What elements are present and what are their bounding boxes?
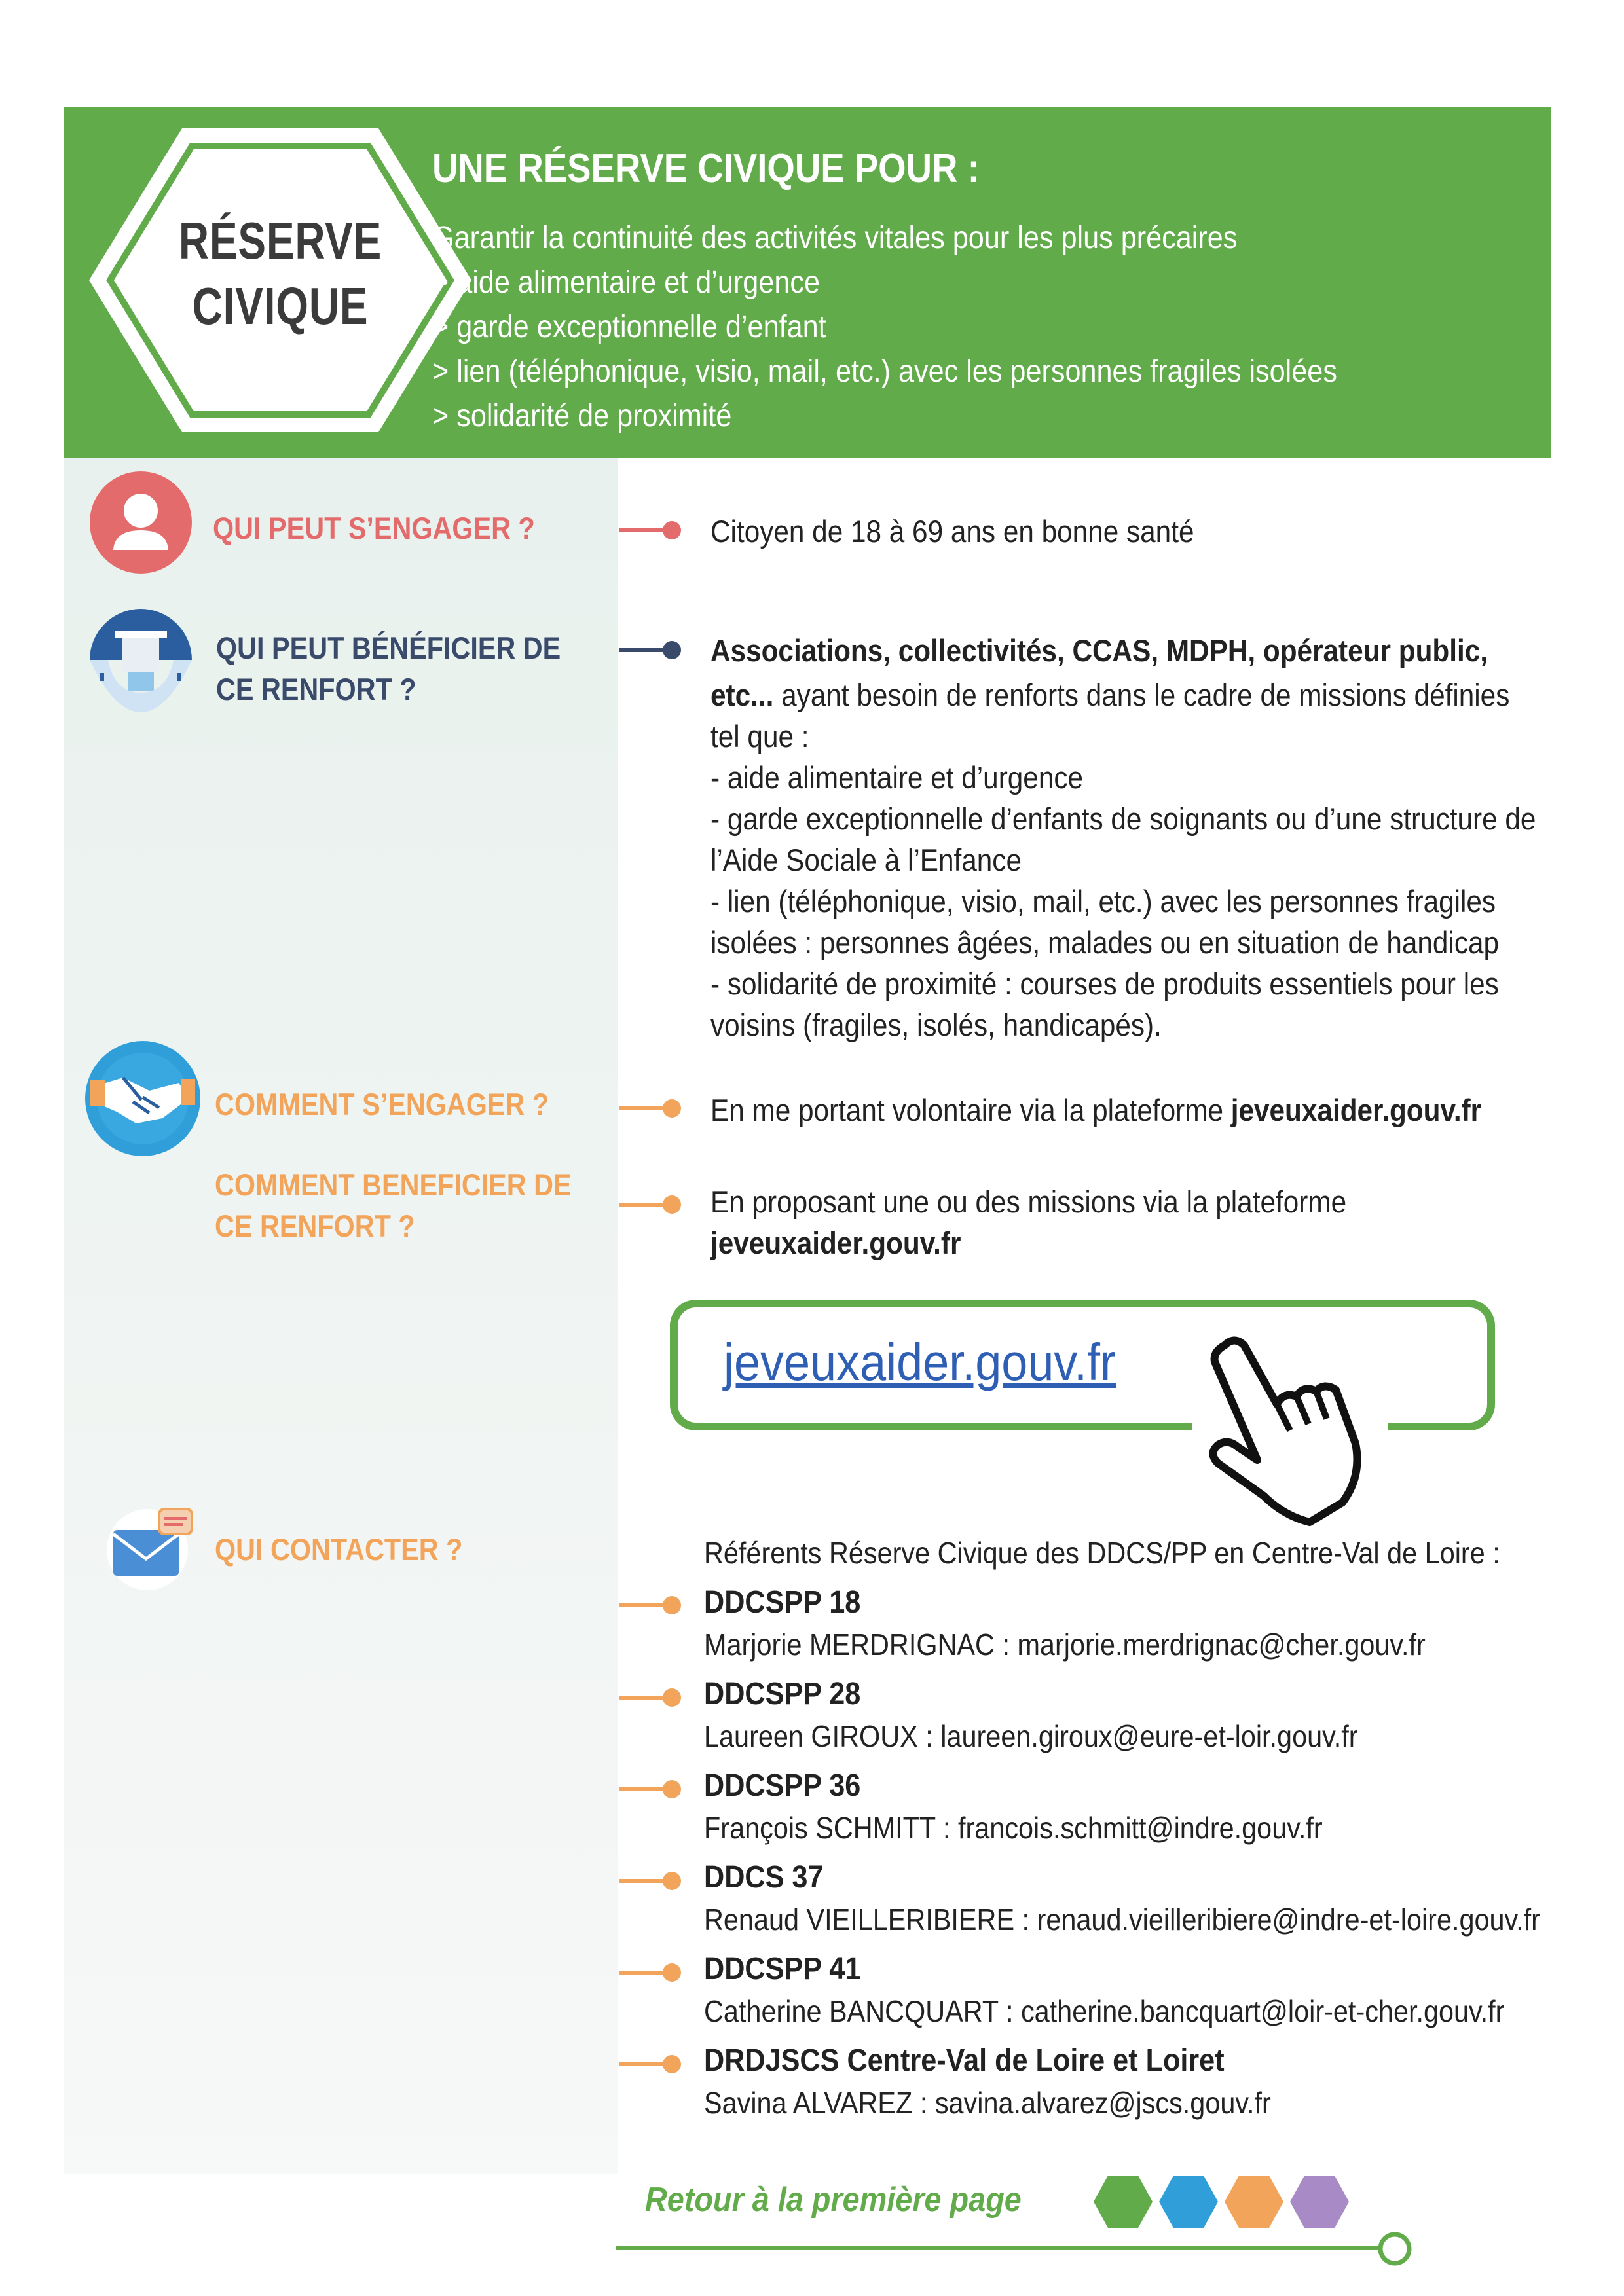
q2-answer-line1	[710, 630, 1488, 671]
q2-answer-line: l’Aide Sociale à l’Enfance	[710, 843, 1022, 877]
contact-person: Savina ALVAREZ : savina.alvarez@jscs.gouv.fr	[704, 2086, 1271, 2120]
q4-dot	[663, 1195, 681, 1214]
left-panel	[64, 458, 618, 2174]
q2-answer-line: - lien (téléphonique, visio, mail, etc.) avec les personnes fragiles	[710, 884, 1496, 919]
banner-line: > lien (téléphonique, visio, mail, etc.) avec les personnes fragiles isolées	[432, 354, 1337, 389]
banner-line: Garantir la continuité des activités vitales pour les plus précaires	[432, 221, 1238, 255]
envelope-icon	[101, 1496, 200, 1594]
big-link[interactable]: jeveuxaider.gouv.fr	[724, 1333, 1116, 1391]
contact-person: Renaud VIEILLERIBIERE : renaud.vieilleribiere@indre-et-loire.gouv.fr	[704, 1903, 1540, 1937]
q1-answer: Citoyen de 18 à 69 ans en bonne santé	[710, 514, 1194, 549]
contact-person: Laureen GIROUX : laureen.giroux@eure-et-loir.gouv.fr	[704, 1719, 1358, 1753]
contact-dot	[663, 2055, 681, 2073]
back-to-first-page-link[interactable]: Retour à la première page	[645, 2181, 1022, 2219]
contact-dot	[663, 1963, 681, 1982]
contact-dot	[663, 1780, 681, 1798]
q2-answer-line: - garde exceptionnelle d’enfants de soignants ou d’une structure de	[710, 801, 1536, 836]
banner-title: UNE RÉSERVE CIVIQUE POUR :	[432, 146, 980, 191]
building-icon	[88, 608, 193, 712]
q2-label-line1: QUI PEUT BÉNÉFICIER DE	[216, 630, 561, 665]
banner-line: > solidarité de proximité	[432, 399, 732, 433]
logo-text-line1: RÉSERVE	[178, 211, 382, 270]
q2-answer-bold: Associations, collectivités, CCAS, MDPH, opérateur public,	[710, 633, 1488, 668]
contact-org: DDCSPP 41	[704, 1952, 861, 1986]
contacts-intro: Référents Réserve Civique des DDCS/PP en Centre-Val de Loire :	[704, 1536, 1500, 1570]
contact-org: DDCSPP 28	[704, 1677, 861, 1711]
banner-line: > aide alimentaire et d’urgence	[432, 265, 820, 300]
q2-answer-line2	[710, 674, 1509, 716]
contact-org: DDCSPP 36	[704, 1768, 861, 1803]
q4-answer-line1: En proposant une ou des missions via la plateforme	[710, 1184, 1347, 1219]
contact-org: DDCSPP 18	[704, 1585, 861, 1620]
q4-label-line2: CE RENFORT ?	[215, 1209, 415, 1243]
q3-answer	[710, 1089, 1481, 1131]
contact-dot	[663, 1688, 681, 1707]
q3-answer-prefix: En me portant volontaire via la plateforme	[710, 1093, 1231, 1127]
q4-answer-link[interactable]: jeveuxaider.gouv.fr	[710, 1226, 961, 1260]
q5-label: QUI CONTACTER ?	[215, 1532, 463, 1567]
q4-label-line1: COMMENT BENEFICIER DE	[215, 1167, 572, 1202]
q2-answer-line: tel que :	[710, 719, 809, 754]
q2-answer-rest: ayant besoin de renforts dans le cadre de missions définies	[773, 678, 1510, 712]
q2-answer-line: isolées : personnes âgées, malades ou en situation de handicap	[710, 925, 1500, 960]
footer-line	[616, 2246, 1388, 2250]
q2-answer-line: - solidarité de proximité : courses de produits essentiels pour les	[710, 966, 1499, 1001]
hexagons-decoration-icon	[1094, 2172, 1356, 2231]
q2-answer-line: - aide alimentaire et d’urgence	[710, 760, 1084, 795]
contact-dot	[663, 1596, 681, 1614]
contact-org: DDCS 37	[704, 1860, 824, 1895]
banner-list	[432, 216, 1337, 439]
pointing-hand-icon	[1198, 1332, 1382, 1529]
q1-dot	[663, 521, 681, 539]
q3-dot	[663, 1099, 681, 1118]
contact-person: François SCHMITT : francois.schmitt@indre.gouv.fr	[704, 1811, 1323, 1845]
person-icon	[88, 470, 193, 575]
contact-dot	[663, 1872, 681, 1890]
banner-line: > garde exceptionnelle d’enfant	[432, 310, 826, 344]
q2-label-line2: CE RENFORT ?	[216, 672, 416, 706]
q1-label: QUI PEUT S’ENGAGER ?	[213, 511, 535, 545]
q2-dot	[663, 641, 681, 659]
q2-answer-bold2: etc...	[710, 678, 774, 712]
handshake-icon	[84, 1040, 202, 1157]
logo-text-line2: CIVIQUE	[192, 277, 369, 335]
footer-circle-icon	[1375, 2229, 1414, 2269]
contact-person: Marjorie MERDRIGNAC : marjorie.merdrignac@cher.gouv.fr	[704, 1628, 1426, 1662]
q3-label: COMMENT S’ENGAGER ?	[215, 1087, 549, 1121]
q2-answer-line: voisins (fragiles, isolés, handicapés).	[710, 1008, 1162, 1042]
q3-answer-link[interactable]: jeveuxaider.gouv.fr	[1230, 1093, 1482, 1127]
contact-person: Catherine BANCQUART : catherine.bancquart@loir-et-cher.gouv.fr	[704, 1994, 1505, 2028]
contact-org: DRDJSCS Centre-Val de Loire et Loiret	[704, 2043, 1225, 2078]
